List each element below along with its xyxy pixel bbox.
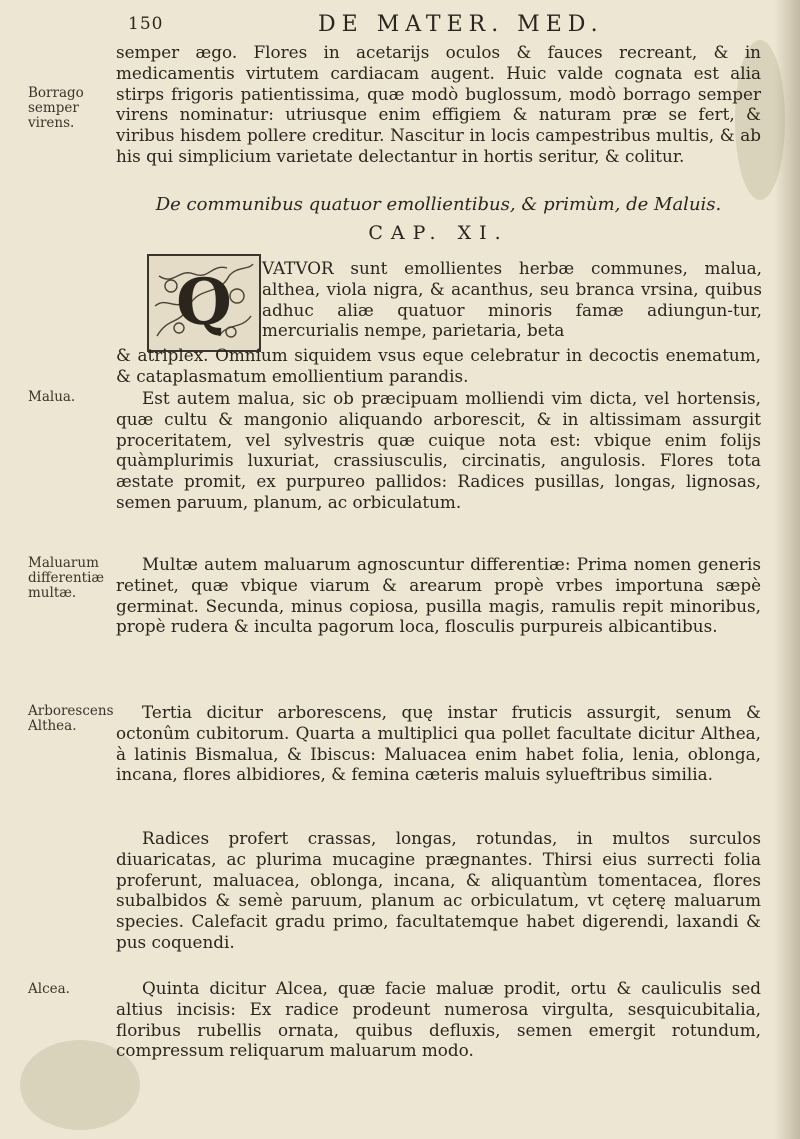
margin-note-arborescens: Arborescens Althea. (28, 703, 114, 734)
chapter-title: De communibus quatuor emollientibus, & primùm, de Maluis. (155, 194, 722, 215)
running-header (128, 12, 768, 38)
paragraph: & atriplex. Omnium siquidem vsus eque celebratur in decoctis enematum, & cataplasmatum emollientium parandis. (116, 345, 761, 386)
margin-note-maluarum: Maluarum differentiæ multæ. (28, 555, 105, 601)
paragraph: Est autem malua, sic ob præcipuam molliendi vim dicta, vel hortensis, quæ cultu & mangonio aliquando arborescit, & in altissimam assurgit proceritatem, vel sylvestris quæ cuique nota est: vbique enim folijs quàmplurimis luxuriat, crassiusculis, circinatis, angulosis. Flores tota æstate promit, ex purpureo pallidos: Radices pusillas, longas, lignosas, semen paruum, planum, ac orbiculatum. (116, 388, 761, 512)
text-block-malua (116, 388, 761, 513)
text-block-borrago (116, 42, 761, 167)
margin-note-borrago: Borrago semper virens. (28, 85, 84, 131)
paragraph: Multæ autem maluarum agnoscuntur differentiæ: Prima nomen generis retinet, quæ vbique viarum & arearum propè vrbes importuna sæpè germinat. Secunda, minus copiosa, pusilla magis, ramulis repit minoribus, propè rudera & inculta pagorum loca, flosculis purpureis albicantibus. (116, 554, 761, 637)
decorated-initial (147, 254, 261, 352)
text-block-uses (116, 345, 761, 387)
margin-note-alcea: Alcea. (28, 981, 70, 997)
text-block-arborescens (116, 702, 761, 785)
chapter-lead-text (262, 258, 762, 341)
margin-note-malua: Malua. (28, 389, 76, 405)
running-head: DE MATER. MED. (318, 12, 604, 37)
text-block-alcea (116, 978, 761, 1061)
paragraph: Tertia dicitur arborescens, quę instar fruticis assurgit, senum & octonûm cubitorum. Quarta a multiplici qua pollet facultate dicitur Althea, à latinis Bismalua, & Ibiscus: Maluacea enim habet folia, lenia, oblonga, incana, flores albidiores, & femina cæteris maluis sylueftribus similia. (116, 702, 761, 785)
text-block-radices (116, 828, 761, 953)
paragraph: semper ægo. Flores in acetarijs oculos & fauces recreant, & in medicamentis virtutem cardiacam augent. Huic valde cognata est alia stirps frigoris patientissima, quæ modò buglossum, modò borrago semper virens nominatur: utriusque enim effigiem & naturam præ se fert, & viribus hisdem pollere creditur. Nascitur in locis campestribus multis, & ab his qui simplicium varietate delectantur in hortis seritur, & colitur. (116, 42, 761, 166)
paragraph: Radices profert crassas, longas, rotundas, in multos surculos diuaricatas, ac plurima mucagine prægnantes. Thirsi eius surrecti folia proferunt, maluacea, oblonga, incana, & aliquantùm tomentacea, flores subalbidos & semè paruum, planum ac orbiculatum, vt cęterę maluarum species. Calefacit gradu primo, facultatemque habet digerendi, laxandi & pus coquendi. (116, 828, 761, 952)
initial-letter: Q (176, 265, 232, 340)
paragraph: VATVOR sunt emollientes herbæ communes, malua, althea, viola nigra, & acanthus, seu branca vrsina, quibus adhuc aliæ quatuor minoris famæ adiungun-tur, mercurialis nempe, parietaria, beta (262, 258, 762, 341)
text-block-differentiae (116, 554, 761, 637)
chapter-number: CAP. XI. (368, 222, 509, 244)
paragraph: Quinta dicitur Alcea, quæ facie maluæ prodit, ortu & cauliculis sed altius incisis: Ex radice prodeunt numerosa virgulta, sesquicubitalia, floribus rubellis ornata, quibus defluxis, semen emergit rotundum, compressum reliquarum maluarum modo. (116, 978, 761, 1061)
page-number: 150 (128, 14, 164, 34)
